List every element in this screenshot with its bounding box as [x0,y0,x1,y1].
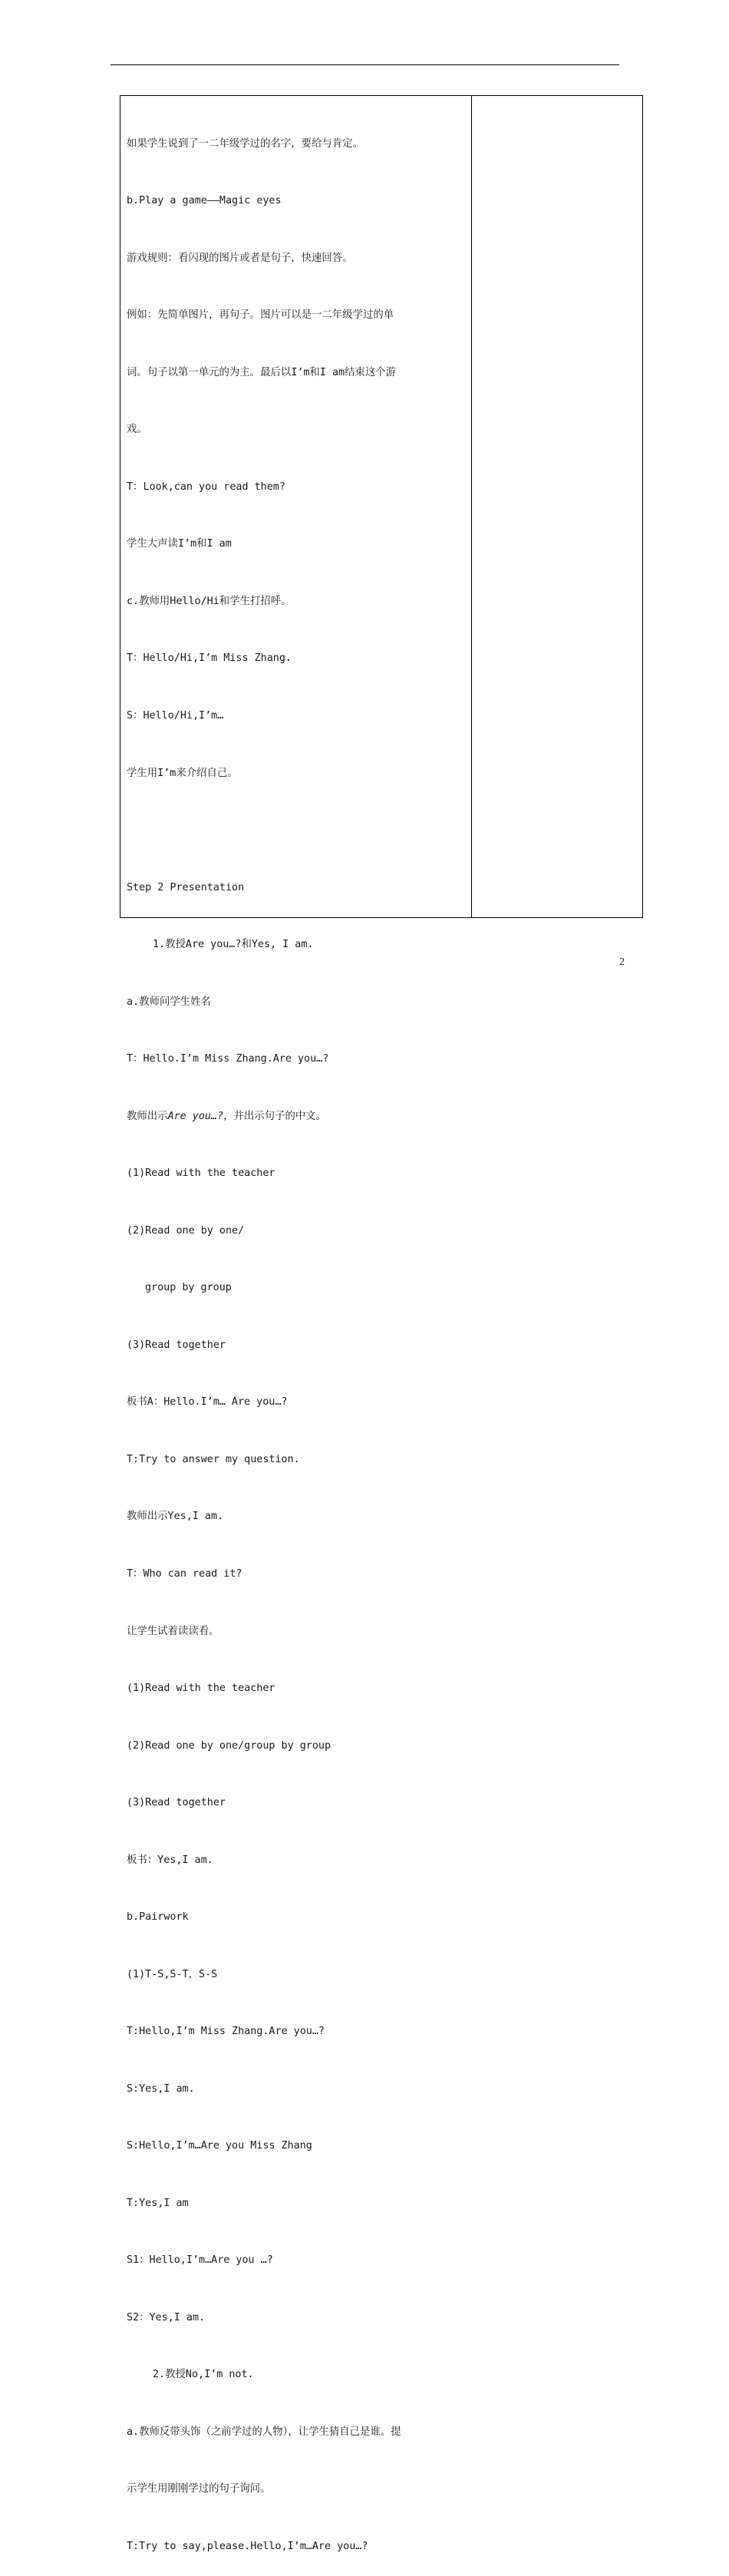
dialogue-line: S:Hello,I’m…Are you Miss Zhang [127,2140,312,2152]
lesson-content-cell [127,97,469,2576]
dialogue-line: S1：Hello,I’m…Are you …? [127,2254,273,2267]
italic-phrase: Are you…? [167,1110,224,1122]
text-line: 示学生用刚刚学过的句子询问。 [127,2483,271,2495]
activity-title: b.Play a game——Magic eyes [127,195,282,207]
dialogue-line: S：Hello/Hi,I’m… [127,710,224,722]
text-line: (2)Read one by one/group by group [127,1739,332,1752]
text-segment: 教师出示 [127,1110,168,1122]
text-line: (1)T-S,S-T，S-S [127,1968,218,1980]
text-line: 戏。 [127,424,147,436]
text-line: (3)Read together [127,1797,226,1809]
blank-line [127,821,469,841]
step-heading: Step 2 Presentation [127,881,245,893]
text-line: 如果学生说到了一二年级学过的名字，要给与肯定。 [127,137,363,150]
section-heading: 2.教授No,I’m not. [153,2369,254,2381]
dialogue-line: T:Try to answer my question. [127,1453,300,1465]
activity-title: a.教师反带头饰（之前学过的人物），让学生猜自己是谁。提 [127,2426,401,2438]
notes-column-divider [471,95,472,918]
section-heading: 1.教授Are you…?和Yes, I am. [153,939,314,951]
text-line [127,1108,469,1127]
dialogue-line: T：Hello.I’m Miss Zhang.Are you…? [127,1053,329,1065]
dialogue-line: T：Who can read it? [127,1567,242,1580]
dialogue-line: S2：Yes,I am. [127,2311,206,2323]
text-line: (2)Read one by one/ [127,1224,245,1237]
text-line: 学生大声读I’m和I am [127,538,232,550]
text-line: 让学生试着读读看。 [127,1625,219,1637]
activity-title: c.教师用Hello/Hi和学生打招呼。 [127,595,292,607]
activity-title: a.教师问学生姓名 [127,996,211,1008]
text-line: (1)Read with the teacher [127,1167,275,1180]
dialogue-line: T:Yes,I am [127,2197,189,2209]
text-line: group by group [145,1282,232,1294]
text-line: 游戏规则：看闪现的图片或者是句子，快速回答。 [127,252,353,264]
dialogue-line: T：Look,can you read them? [127,481,285,493]
text-line: 词。句子以第一单元的为主。最后以I’m和I am结束这个游 [127,366,397,378]
dialogue-line: T:Hello,I’m Miss Zhang.Are you…? [127,2026,325,2038]
text-line: (3)Read together [127,1339,226,1351]
dialogue-line: T：Hello/Hi,I’m Miss Zhang. [127,652,292,665]
dialogue-line: T:Try to say,please.Hello,I’m…Are you…? [127,2541,368,2552]
header-rule [111,64,619,65]
dialogue-line: S:Yes,I am. [127,2082,195,2095]
text-line: 教师出示Yes,I am. [127,1511,224,1523]
page-number: 2 [619,956,625,968]
text-line: 例如：先简单图片，再句子。图片可以是一二年级学过的单 [127,309,394,322]
blackboard-line: 板书：Yes,I am. [127,1854,213,1866]
text-segment: ，并出示句子的中文。 [223,1110,327,1122]
activity-title: b.Pairwork [127,1911,189,1924]
text-line: (1)Read with the teacher [127,1683,275,1695]
text-line: 学生用I’m来介绍自己。 [127,767,238,779]
blackboard-line: 板书A：Hello.I’m… Are you…? [127,1396,288,1409]
